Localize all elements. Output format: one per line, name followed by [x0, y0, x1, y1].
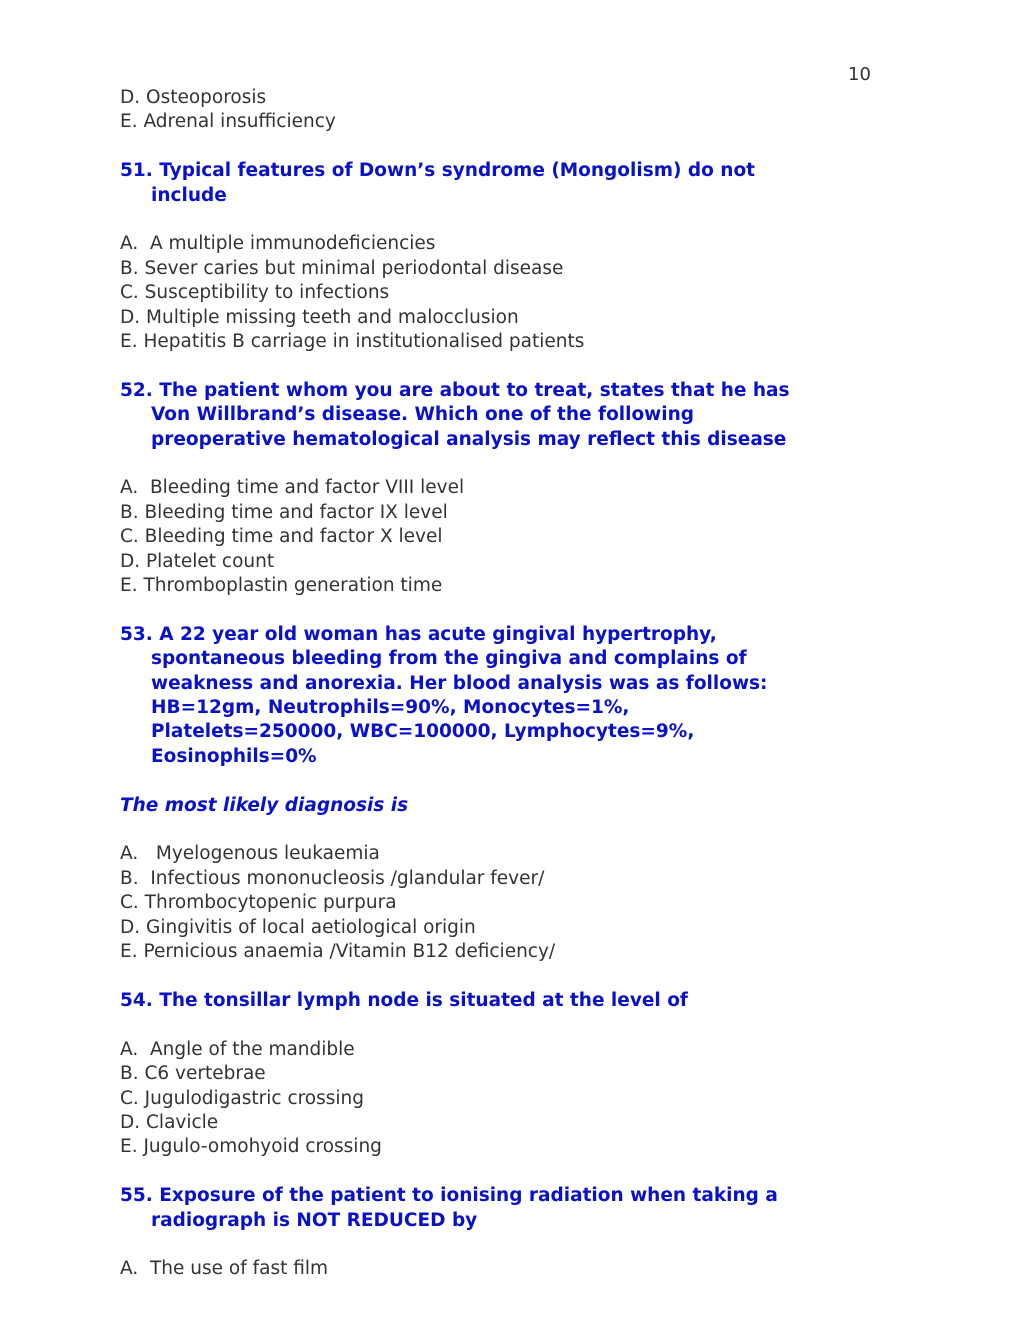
question-55-line-2: radiograph is NOT REDUCED by	[151, 1209, 478, 1231]
option-e: E. Hepatitis B carriage in institutionalised patients	[120, 331, 585, 353]
question-52-line-3: preoperative hematological analysis may reflect this disease	[151, 428, 787, 450]
question-55-options	[120, 1257, 880, 1281]
previous-question-options	[120, 86, 880, 135]
question-53-options	[120, 842, 880, 964]
option-b: B. Bleeding time and factor IX level	[120, 501, 448, 523]
option-a: A. Angle of the mandible	[120, 1038, 355, 1060]
question-54-line-1: 54. The tonsillar lymph node is situated at the level of	[120, 989, 688, 1011]
question-52-line-2: Von Willbrand’s disease. Which one of the following	[151, 404, 695, 426]
question-53-line-2: spontaneous bleeding from the gingiva and complains of	[151, 648, 747, 670]
option-d: D. Platelet count	[120, 550, 275, 572]
option-a: A. Myelogenous leukaemia	[120, 843, 380, 865]
option-e: E. Pernicious anaemia /Vitamin B12 deficiency/	[120, 941, 556, 963]
question-54-options	[120, 1038, 880, 1160]
question-53	[120, 623, 880, 769]
question-51-options	[120, 232, 880, 354]
option-e: E. Thromboplastin generation time	[120, 575, 443, 597]
option-a: A. The use of fast film	[120, 1258, 329, 1280]
option-c: C. Jugulodigastric crossing	[120, 1087, 365, 1109]
question-54	[120, 989, 880, 1013]
question-51-line-2: include	[151, 184, 227, 206]
question-55-line-1: 55. Exposure of the patient to ionising radiation when taking a	[120, 1185, 778, 1207]
option-d: D. Clavicle	[120, 1111, 219, 1133]
question-52	[120, 379, 880, 452]
option-d: D. Osteoporosis	[120, 87, 267, 108]
option-c: C. Thrombocytopenic purpura	[120, 892, 397, 914]
question-53-prompt: The most likely diagnosis is	[120, 794, 409, 816]
question-52-line-1: 52. The patient whom you are about to treat, states that he has	[120, 379, 790, 401]
option-a: A. Bleeding time and factor VIII level	[120, 477, 465, 499]
option-d: D. Gingivitis of local aetiological origin	[120, 916, 476, 938]
question-51-line-1: 51. Typical features of Down’s syndrome (Mongolism) do not	[120, 160, 755, 182]
question-53-line-5: Platelets=250000, WBC=100000, Lymphocytes=9%,	[151, 721, 695, 743]
option-c: C. Susceptibility to infections	[120, 282, 390, 304]
option-b: B. Infectious mononucleosis /glandular fever/	[120, 867, 545, 889]
option-b: B. Sever caries but minimal periodontal disease	[120, 257, 564, 279]
option-e: E. Adrenal insufficiency	[120, 111, 336, 133]
question-53-line-1: 53. A 22 year old woman has acute gingival hypertrophy,	[120, 623, 717, 645]
page-number: 10	[848, 64, 871, 85]
option-d: D. Multiple missing teeth and malocclusion	[120, 306, 519, 328]
option-a: A. A multiple immunodeficiencies	[120, 233, 436, 255]
option-b: B. C6 vertebrae	[120, 1063, 266, 1085]
question-51	[120, 159, 880, 208]
question-53-line-4: HB=12gm, Neutrophils=90%, Monocytes=1%,	[151, 697, 630, 719]
question-52-options	[120, 476, 880, 598]
question-53-line-6: Eosinophils=0%	[151, 745, 317, 767]
document-body	[120, 86, 880, 1282]
option-e: E. Jugulo-omohyoid crossing	[120, 1136, 382, 1158]
question-53-line-3: weakness and anorexia. Her blood analysis was as follows:	[151, 672, 768, 694]
option-c: C. Bleeding time and factor X level	[120, 526, 443, 548]
question-55	[120, 1184, 880, 1233]
